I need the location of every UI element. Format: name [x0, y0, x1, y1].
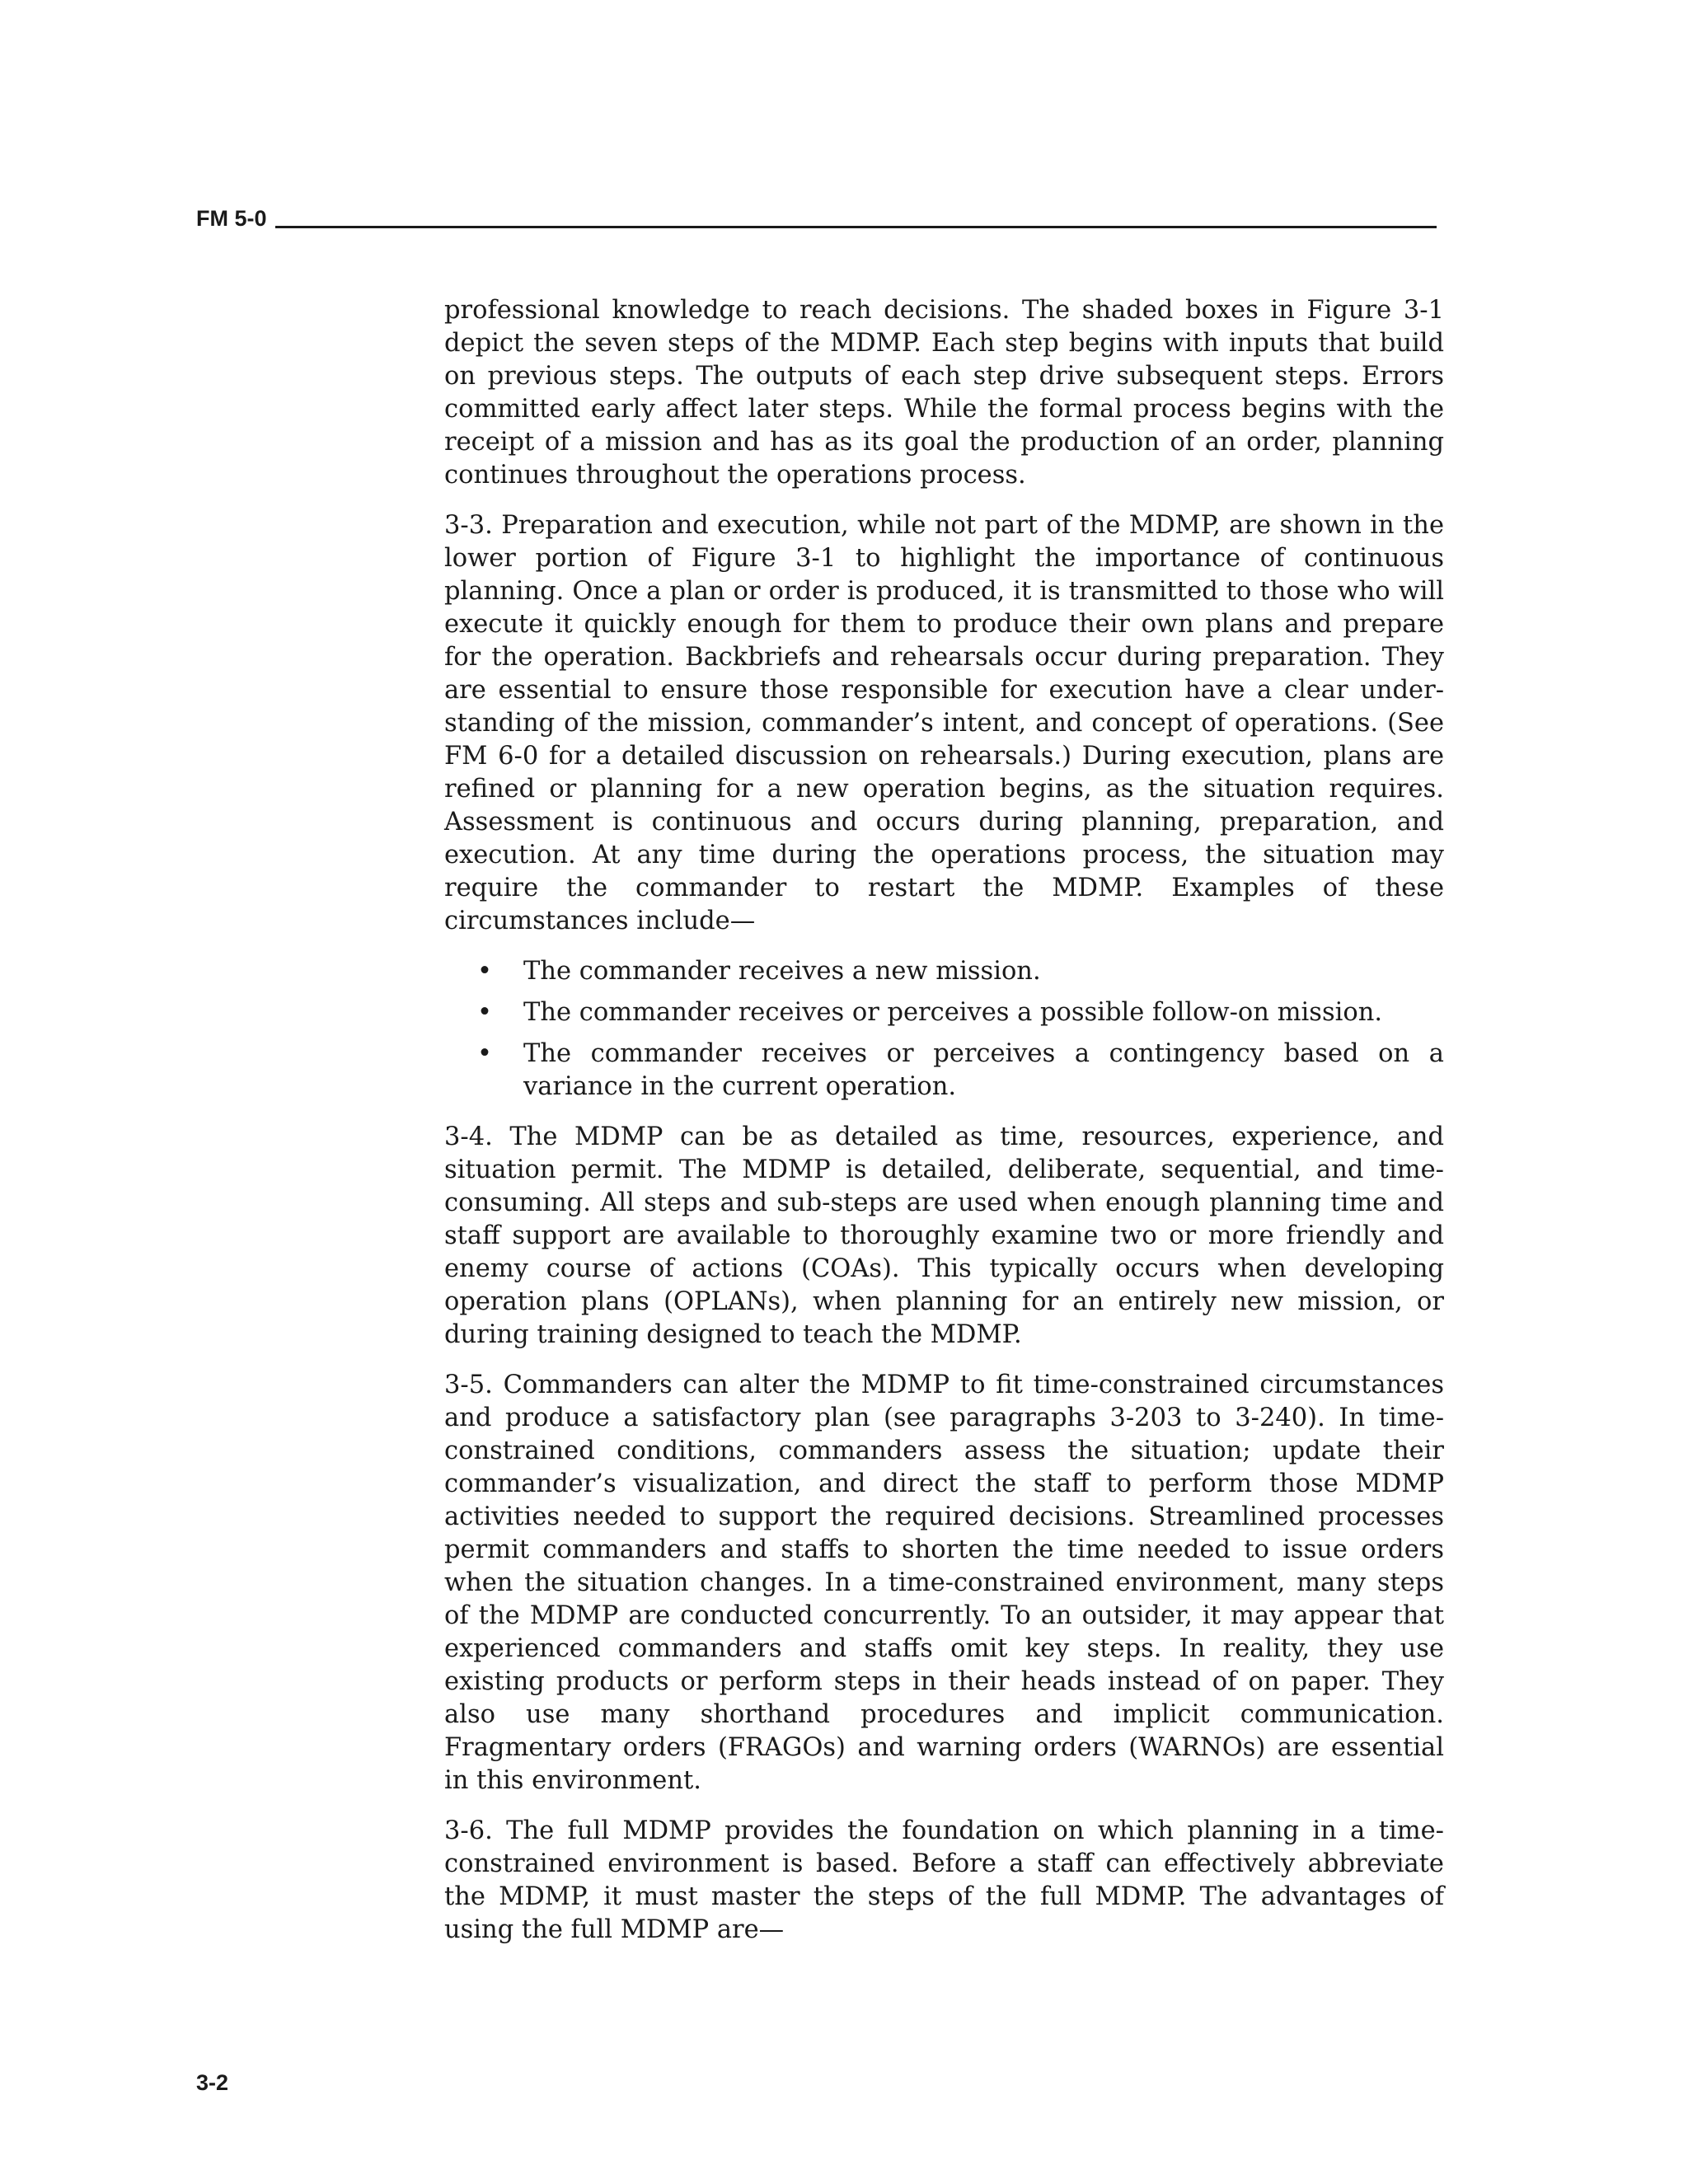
body-text [444, 294, 1444, 1964]
paragraph-3-3: 3-3. Preparation and execution, while not part of the MDMP, are shown in the lower portion of Figure 3-1 to highlight the importance of continuous planning. Once a plan or order is produced, it is transmitted to those who will execute it quickly enough for them to produce their own plans and prepare for the operation. Backbriefs and rehearsals occur during preparation. They are essential to ensure those responsible for execution have a clear understanding of the mission, commander’s intent, and concept of operations. (See FM 6-0 for a detailed discussion on rehearsals.) During execution, plans are refined or planning for a new operation begins, as the situation requires. Assessment is continuous and occurs during planning, preparation, and execution. At any time during the operations process, the situation may require the commander to restart the MDMP. Examples of these circumstances include— [444, 511, 1444, 935]
circumstances-list [444, 955, 1444, 1104]
list-item-text: The commander receives or perceives a possible follow-on mission. [523, 998, 1383, 1027]
running-header [196, 198, 1437, 231]
paragraph-3-6: 3-6. The full MDMP provides the foundation on which planning in a time-constrained environment is based. Before a staff can effectively abbreviate the MDMP, it must master the steps of the full MDMP. The advantages of using the full MDMP are— [444, 1816, 1444, 1944]
list-item-text: The commander receives or perceives a contingency based on a variance in the current operation. [523, 1039, 1444, 1101]
header-label: FM 5-0 [196, 206, 267, 231]
list-item [444, 996, 1444, 1029]
page-number: 3-2 [196, 2070, 229, 2095]
paragraph-continuation: professional knowledge to reach decisions. The shaded boxes in Figure 3-1 depict the seven steps of the MDMP. Each step begins with inputs that build on previous steps. The outputs of each step drive subsequent steps. Errors committed early affect later steps. While the formal process begins with the receipt of a mission and has as its goal the production of an order, planning continues throughout the operations process. [444, 296, 1444, 490]
list-item [444, 1038, 1444, 1104]
bullet-icon: • [477, 957, 492, 986]
header-rule [275, 226, 1437, 228]
paragraph-3-4: 3-4. The MDMP can be as detailed as time, resources, experience, and situation permit. The MDMP is detailed, deliberate, sequential, and time-consuming. All steps and sub-steps are used when enough planning time and staff support are available to thoroughly examine two or more friendly and enemy course of actions (COAs). This typically occurs when developing operation plans (OPLANs), when planning for an entirely new mission, or during training designed to teach the MDMP. [444, 1122, 1444, 1349]
bullet-icon: • [477, 1039, 492, 1068]
paragraph-3-5: 3-5. Commanders can alter the MDMP to fit time-constrained circumstances and produce a satisfactory plan (see paragraphs 3-203 to 3-240). In time-constrained conditions, commanders assess the situation; update their commander’s visualization, and direct the staff to perform those MDMP activities needed to support the required decisions. Streamlined processes permit commanders and staffs to shorten the time needed to issue orders when the situation changes. In a time-constrained environment, many steps of the MDMP are conducted concurrently. To an outsider, it may appear that experienced commanders and staffs omit key steps. In reality, they use existing products or perform steps in their heads instead of on paper. They also use many shorthand procedures and implicit communication. Fragmentary orders (FRAGOs) and warning orders (WARNOs) are essential in this environment. [444, 1371, 1444, 1795]
list-item-text: The commander receives a new mission. [523, 957, 1041, 986]
bullet-icon: • [477, 998, 492, 1027]
list-item [444, 955, 1444, 988]
